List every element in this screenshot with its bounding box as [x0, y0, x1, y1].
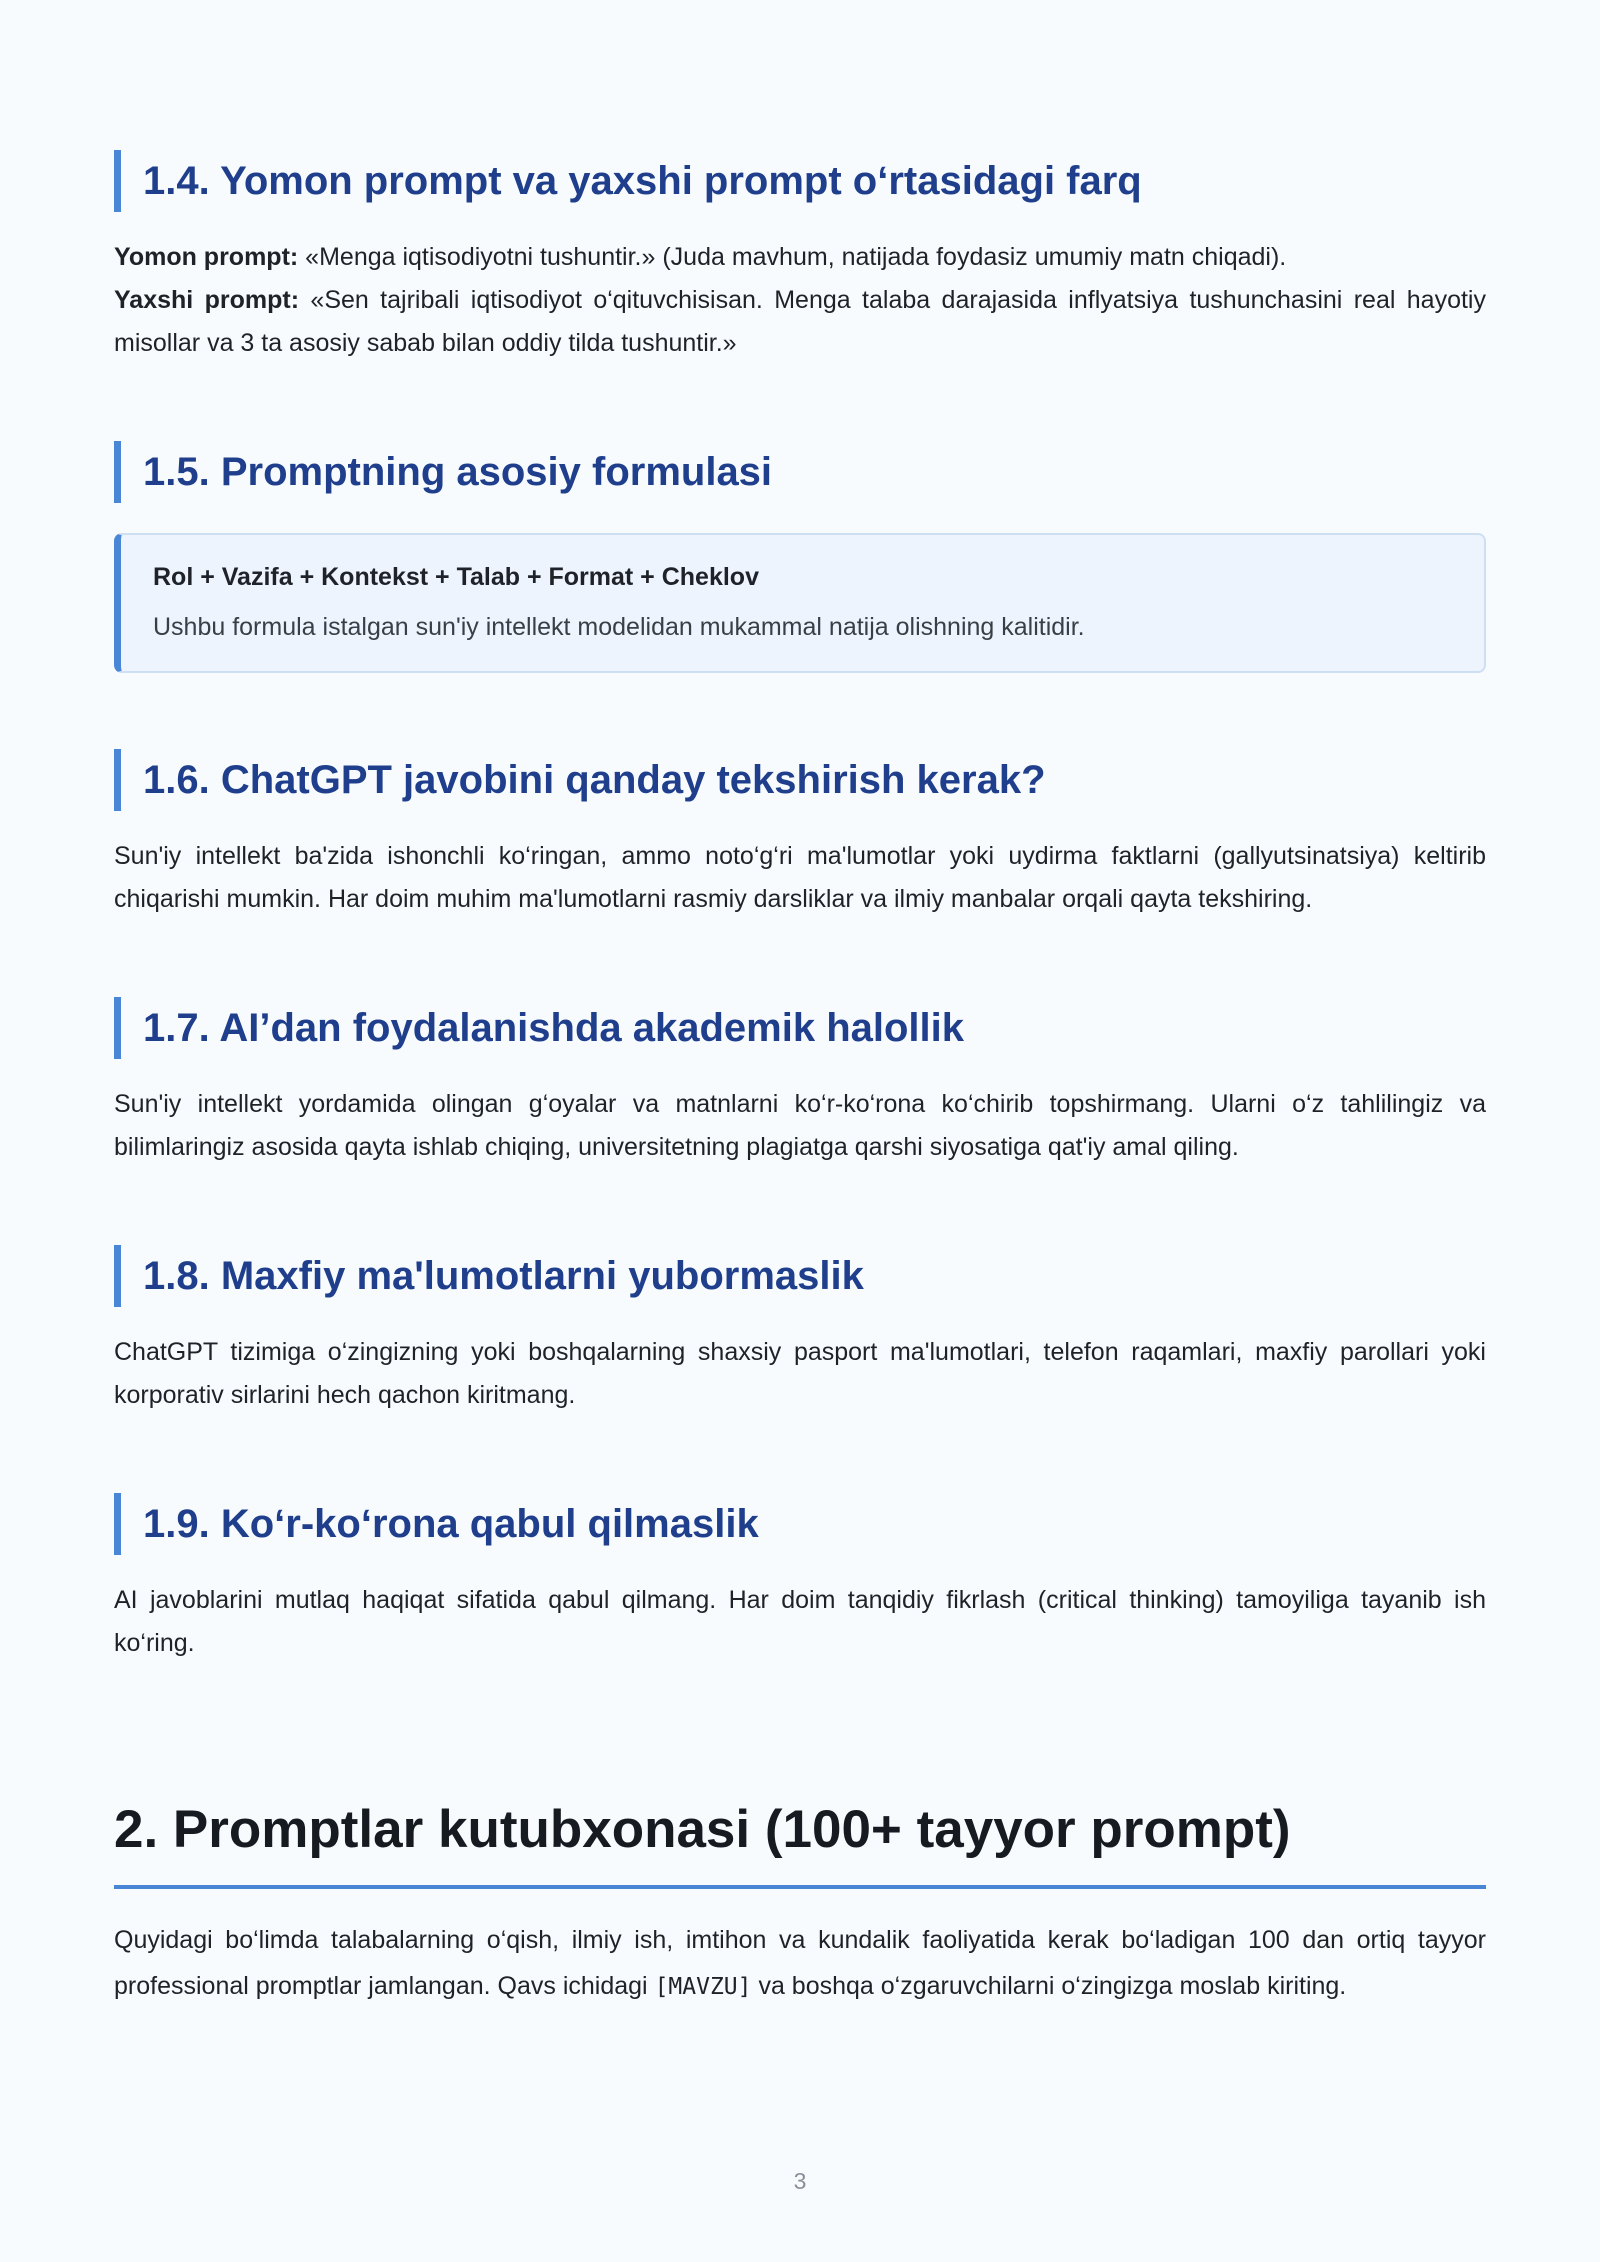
chapter-intro — [114, 1917, 1486, 2010]
section-heading: 1.7. AI’dan foydalanishda akademik halollik — [114, 997, 1486, 1059]
section-heading: 1.6. ChatGPT javobini qanday tekshirish kerak? — [114, 749, 1486, 811]
good-prompt-label: Yaxshi prompt: — [114, 286, 300, 314]
formula-callout — [114, 533, 1486, 673]
section-1-9 — [114, 1493, 1486, 1665]
bad-prompt-text: «Menga iqtisodiyotni tushuntir.» (Juda mavhum, natijada foydasiz umumiy matn chiqadi). — [298, 243, 1287, 271]
section-1-4 — [114, 150, 1486, 365]
page-number: 3 — [793, 2168, 807, 2194]
section-1-5 — [114, 441, 1486, 673]
section-1-6 — [114, 749, 1486, 921]
section-heading: 1.5. Promptning asosiy formulasi — [114, 441, 1486, 503]
bad-prompt-paragraph — [114, 236, 1486, 279]
section-paragraph: AI javoblarini mutlaq haqiqat sifatida qabul qilmang. Har doim tanqidiy fikrlash (critical thinking) tamoyiliga tayanib ish ko‘ring. — [114, 1586, 1486, 1657]
intro-text-start: Quyidagi bo‘limda talabalarning o‘qish, ilmiy ish, imtihon va kundalik faoliyatida kerak bo‘ladigan 100 dan ortiq tayyor professional promptlar jamlangan. Qavs ichidagi — [114, 1926, 1486, 2000]
bad-prompt-label: Yomon prompt: — [114, 243, 299, 271]
section-heading: 1.4. Yomon prompt va yaxshi prompt o‘rtasidagi farq — [114, 150, 1486, 212]
good-prompt-paragraph — [114, 279, 1486, 365]
section-1-7 — [114, 997, 1486, 1169]
section-paragraph: Sun'iy intellekt ba'zida ishonchli ko‘ringan, ammo noto‘g‘ri ma'lumotlar yoki uydirma faktlarni (gallyutsinatsiya) keltirib chiqarishi mumkin. Har doim muhim ma'lumotlarni rasmiy darsliklar va ilmiy manbalar orqali qayta tekshiring. — [114, 842, 1486, 913]
placeholder-code: [MAVZU] — [654, 1974, 752, 2000]
document-page — [114, 150, 1486, 2010]
section-1-8 — [114, 1245, 1486, 1417]
formula-description: Ushbu formula istalgan sun'iy intellekt modelidan mukammal natija olishning kalitidir. — [153, 613, 1085, 641]
intro-text-end: va boshqa o‘zgaruvchilarni o‘zingizga moslab kiriting. — [751, 1972, 1347, 2000]
section-heading: 1.8. Maxfiy ma'lumotlarni yubormaslik — [114, 1245, 1486, 1307]
section-heading: 1.9. Ko‘r-ko‘rona qabul qilmaslik — [114, 1493, 1486, 1555]
section-paragraph: ChatGPT tizimiga o‘zingizning yoki boshqalarning shaxsiy pasport ma'lumotlari, telefon raqamlari, maxfiy parollari yoki korporativ sirlarini hech qachon kiritmang. — [114, 1338, 1486, 1409]
section-paragraph: Sun'iy intellekt yordamida olingan g‘oyalar va matnlarni ko‘r-ko‘rona ko‘chirib topshirmang. Ularni o‘z tahlilingiz va bilimlaringiz asosida qayta ishlab chiqing, universitetning plagiatga qarshi siyosatiga qat'iy amal qiling. — [114, 1090, 1486, 1161]
good-prompt-text: «Sen tajribali iqtisodiyot o‘qituvchisisan. Menga talaba darajasida inflyatsiya tushunchasini real hayotiy misollar va 3 ta asosiy sabab bilan oddiy tilda tushuntir.» — [114, 286, 1486, 357]
chapter-title: 2. Promptlar kutubxonasi (100+ tayyor prompt) — [114, 1795, 1486, 1889]
formula-text: Rol + Vazifa + Kontekst + Talab + Format + Cheklov — [153, 563, 759, 591]
